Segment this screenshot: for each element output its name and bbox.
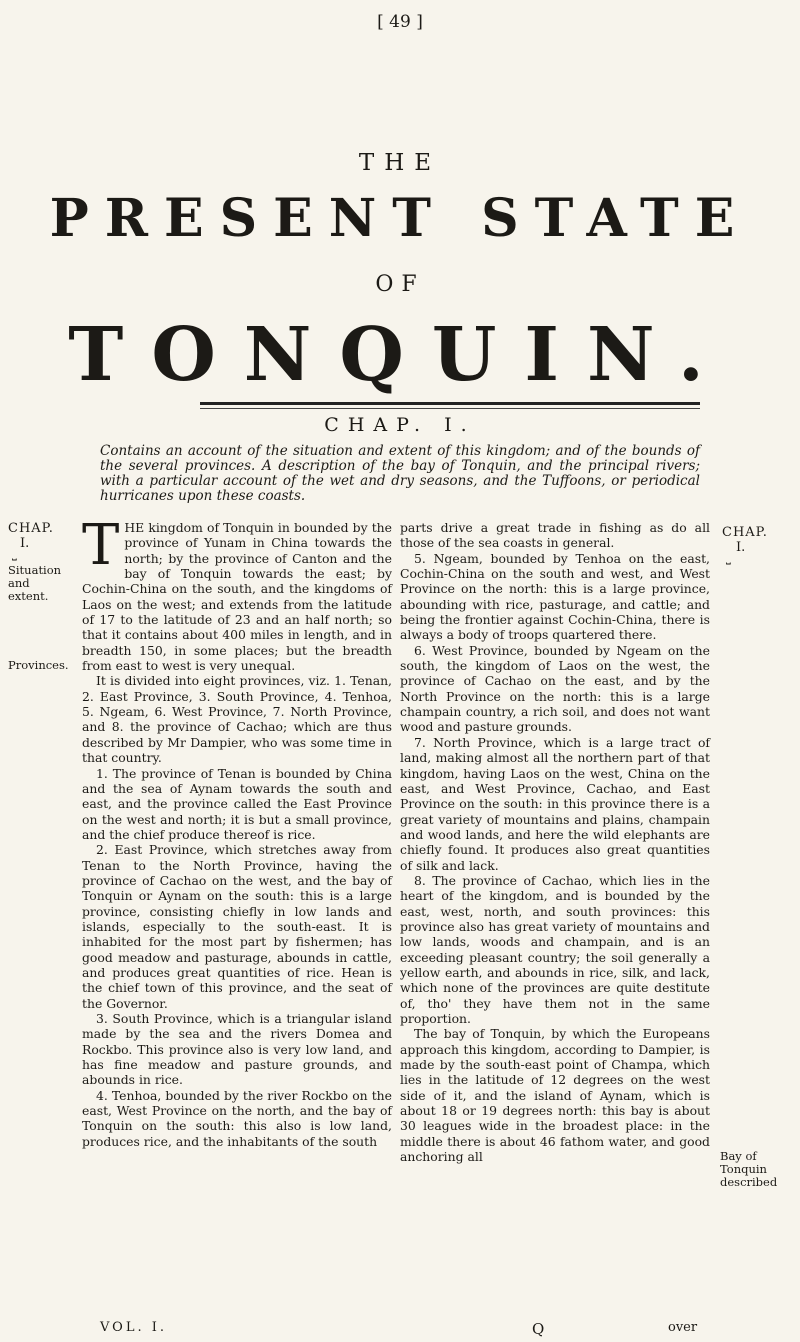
margin-provinces: Provinces.	[8, 658, 69, 672]
title-rule	[200, 402, 700, 405]
paragraph-ngeam: 5. Ngeam, bounded by Tenhoa on the east, Cochin-China on the south and west, and West Province on the north: this is a large province, abounding with rice, pasturage, and cattle; and being the frontier against Cochin-China, there is always a body of troops quartered there.	[400, 550, 710, 643]
paragraph-south-province: 3. South Province, which is a triangular island made by the sea and the rivers Domea and Rockbo. This province also is very low land, and has fine meadow and pasture grounds, and abounds in rice.	[82, 1011, 392, 1088]
volume-label: VOL. I.	[100, 1320, 167, 1335]
drop-cap: T	[82, 513, 120, 578]
margin-brace-right: ⎵	[726, 551, 730, 565]
paragraph-west-province: 6. West Province, bounded by Ngeam on the south, the kingdom of Laos on the west, the province of Cachao on the east, and by the North Province on the north: this is a large champain country, a rich soil, and does not want wood and pasture grounds.	[400, 642, 710, 735]
margin-chap-left: CHAP.	[8, 521, 54, 536]
page-number: [ 49 ]	[377, 12, 423, 32]
margin-chap-right-num: I.	[736, 540, 746, 555]
paragraph-tenan: 1. The province of Tenan is bounded by China and the sea of Aynam towards the south and east, and the province called the East Province on the west and north; it is but a small province, and the chief produce thereof is rice.	[82, 765, 392, 842]
paragraph-kingdom-text: HE kingdom of Tonquin in bounded by the province of Yunam in China towards the north; by the province of Canton and the bay of Tonquin towards the east; by Cochin-China on the south, and the kingdoms of Laos on the west; and extends from the latitude of 17 to the latitude of 23 and an half north; so that it contains about 400 miles in length, and in breadth 150, in some places; but the breadth from east to west is very unequal.	[82, 520, 392, 674]
chapter-heading: CHAP. I.	[324, 414, 476, 436]
paragraph-bay: The bay of Tonquin, by which the Europeans approach this kingdom, according to Dampier, is made by the south-east point of Champa, which lies in the latitude of 12 degrees on the west side of it, and the island of Aynam, which is about 18 or 19 degrees north: this bay is about 30 leagues wide in the broadest place: in the middle there is about 46 fathom water, and good anchoring all	[400, 1026, 710, 1165]
paragraph-fishing: parts drive a great trade in fishing as do all those of the sea coasts in general.	[400, 520, 710, 551]
paragraph-north-province: 7. North Province, which is a large tract of land, making almost all the northern part of that kingdom, having Laos on the west, China on the east, and West Province, Cachao, and East Province on the south: in this province there is a great variety of mountains and plains, champain and wood lands, and here the wild elephants are chiefly found. It produces also great quantities of silk and lack.	[400, 734, 710, 873]
left-column	[82, 513, 392, 1149]
paragraph-cachao: 8. The province of Cachao, which lies in the heart of the kingdom, and is bounded by the east, west, north, and south provinces: this province also has great variety of mountains and low lands, woods and champain, and is an exceeding pleasant country; the soil generally a yellow earth, and abounds in rice, silk, and lack, which none of the provinces are quite destitute of, tho' they have them not in the same proportion.	[400, 872, 710, 1026]
title-present-state: PRESENT STATE	[49, 188, 751, 249]
signature-mark: Q	[532, 1320, 548, 1338]
chapter-summary: Contains an account of the situation and extent of this kingdom; and of the bounds of the several provinces. A description of the bay of Tonquin, and the principal rivers; with a particular account of the wet and dry seasons, and the Tuffoons, or periodical hurricanes upon these coasts.	[100, 443, 700, 504]
catchword: over	[668, 1320, 698, 1335]
title-tonquin: TONQUIN.	[68, 312, 732, 398]
title-of: OF	[375, 272, 425, 297]
margin-chap-left-num: I.	[20, 536, 30, 551]
margin-brace-left: ⎵	[12, 547, 16, 561]
title-the: THE	[358, 150, 442, 176]
paragraph-east-province: 2. East Province, which stretches away from Tenan to the North Province, having the province of Cachao on the west, and the bay of Tonquin or Aynam on the south: this is a large province, consisting chiefly in low lands and islands, especially to the south-east. It is inhabited for the most part by fishermen; has good meadow and pasturage, abounds in cattle, and produces great quantities of rice. Hean is the chief town of this province, and the seat of the Governor.	[82, 842, 392, 1011]
paragraph-tenhoa: 4. Tenhoa, bounded by the river Rockbo on the east, West Province on the north, and the bay of Tonquin on the south: this also is low land, produces rice, and the inhabitants of the south	[82, 1087, 392, 1149]
title-rule-thin	[200, 408, 700, 409]
margin-chap-right: CHAP.	[722, 525, 768, 540]
right-column	[400, 520, 710, 1164]
paragraph-provinces: It is divided into eight provinces, viz. 1. Tenan, 2. East Province, 3. South Province, 4. Tenhoa, 5. Ngeam, 6. West Province, 7. North Province, and 8. the province of Cachao; which are thus described by Mr Dampier, who was some time in that country.	[82, 673, 392, 766]
margin-situation: Situation and extent.	[8, 563, 62, 603]
paragraph-kingdom	[82, 513, 392, 674]
margin-bay: Bay of Tonquin described	[720, 1149, 778, 1189]
